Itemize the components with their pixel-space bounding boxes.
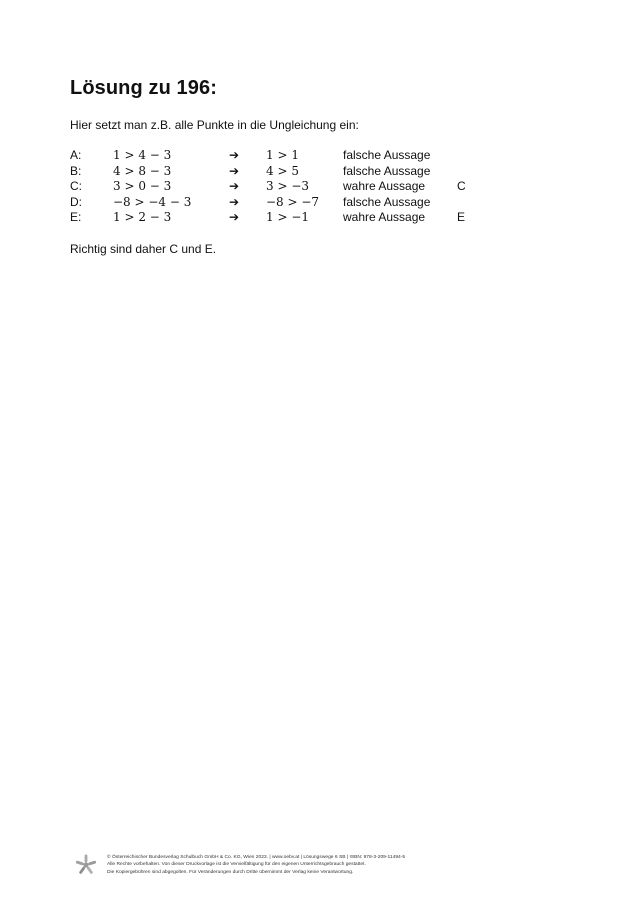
statement: wahre Aussage: [343, 210, 426, 225]
correct-mark: E: [457, 210, 466, 225]
solution-row: [70, 179, 490, 195]
arrow-right-icon: ➔: [229, 194, 240, 209]
publisher-logo-icon: [74, 853, 98, 877]
arrow-right-icon: ➔: [229, 179, 240, 194]
solution-table: [70, 148, 490, 226]
inequality: 4 > 8 − 3: [113, 163, 172, 178]
correct-mark: C: [457, 179, 466, 194]
arrow-right-icon: ➔: [229, 210, 240, 225]
result: 4 > 5: [266, 163, 299, 178]
solution-row: [70, 164, 490, 180]
statement: falsche Aussage: [343, 163, 431, 178]
intro-text: Hier setzt man z.B. alle Punkte in die Ungleichung ein:: [70, 118, 359, 132]
option-label: A:: [70, 148, 82, 162]
result: −8 > −7: [266, 194, 320, 209]
arrow-right-icon: ➔: [229, 163, 240, 178]
page-title: Lösung zu 196:: [70, 77, 217, 99]
footer-copyright: © Österreichischer Bundesverlag Schulbuch GmbH & Co. KG, Wien 2023. | www.oebv.at | Lösungswege 6 SB | ISBN: 978-3-209-11494-5: [107, 855, 406, 860]
statement: falsche Aussage: [343, 194, 431, 209]
option-label: C:: [70, 179, 82, 194]
arrow-right-icon: ➔: [229, 148, 240, 162]
result: 1 > −1: [266, 210, 310, 225]
footer-text: [107, 854, 405, 876]
footer-rights: Alle Rechte vorbehalten. Von dieser Druckvorlage ist die Vervielfältigung für den eigenen Unterrichtsgebrauch gestattet.: [107, 862, 366, 868]
conclusion-text: Richtig sind daher C und E.: [70, 242, 217, 256]
inequality: 1 > 4 − 3: [113, 148, 172, 162]
result: 3 > −3: [266, 179, 310, 194]
option-label: E:: [70, 210, 82, 225]
result: 1 > 1: [266, 148, 299, 162]
statement: falsche Aussage: [343, 148, 431, 162]
solution-row: [70, 210, 490, 226]
inequality: −8 > −4 − 3: [113, 194, 192, 209]
option-label: D:: [70, 194, 82, 209]
option-label: B:: [70, 163, 82, 178]
solution-row: [70, 195, 490, 211]
inequality: 1 > 2 − 3: [113, 210, 172, 225]
footer-disclaimer: Die Kopiergebühren sind abgegolten. Für Veränderungen durch Dritte übernimmt der Verlag keine Verantwortung.: [107, 869, 354, 875]
inequality: 3 > 0 − 3: [113, 179, 172, 194]
statement: wahre Aussage: [343, 179, 426, 194]
solution-row: [70, 148, 490, 164]
